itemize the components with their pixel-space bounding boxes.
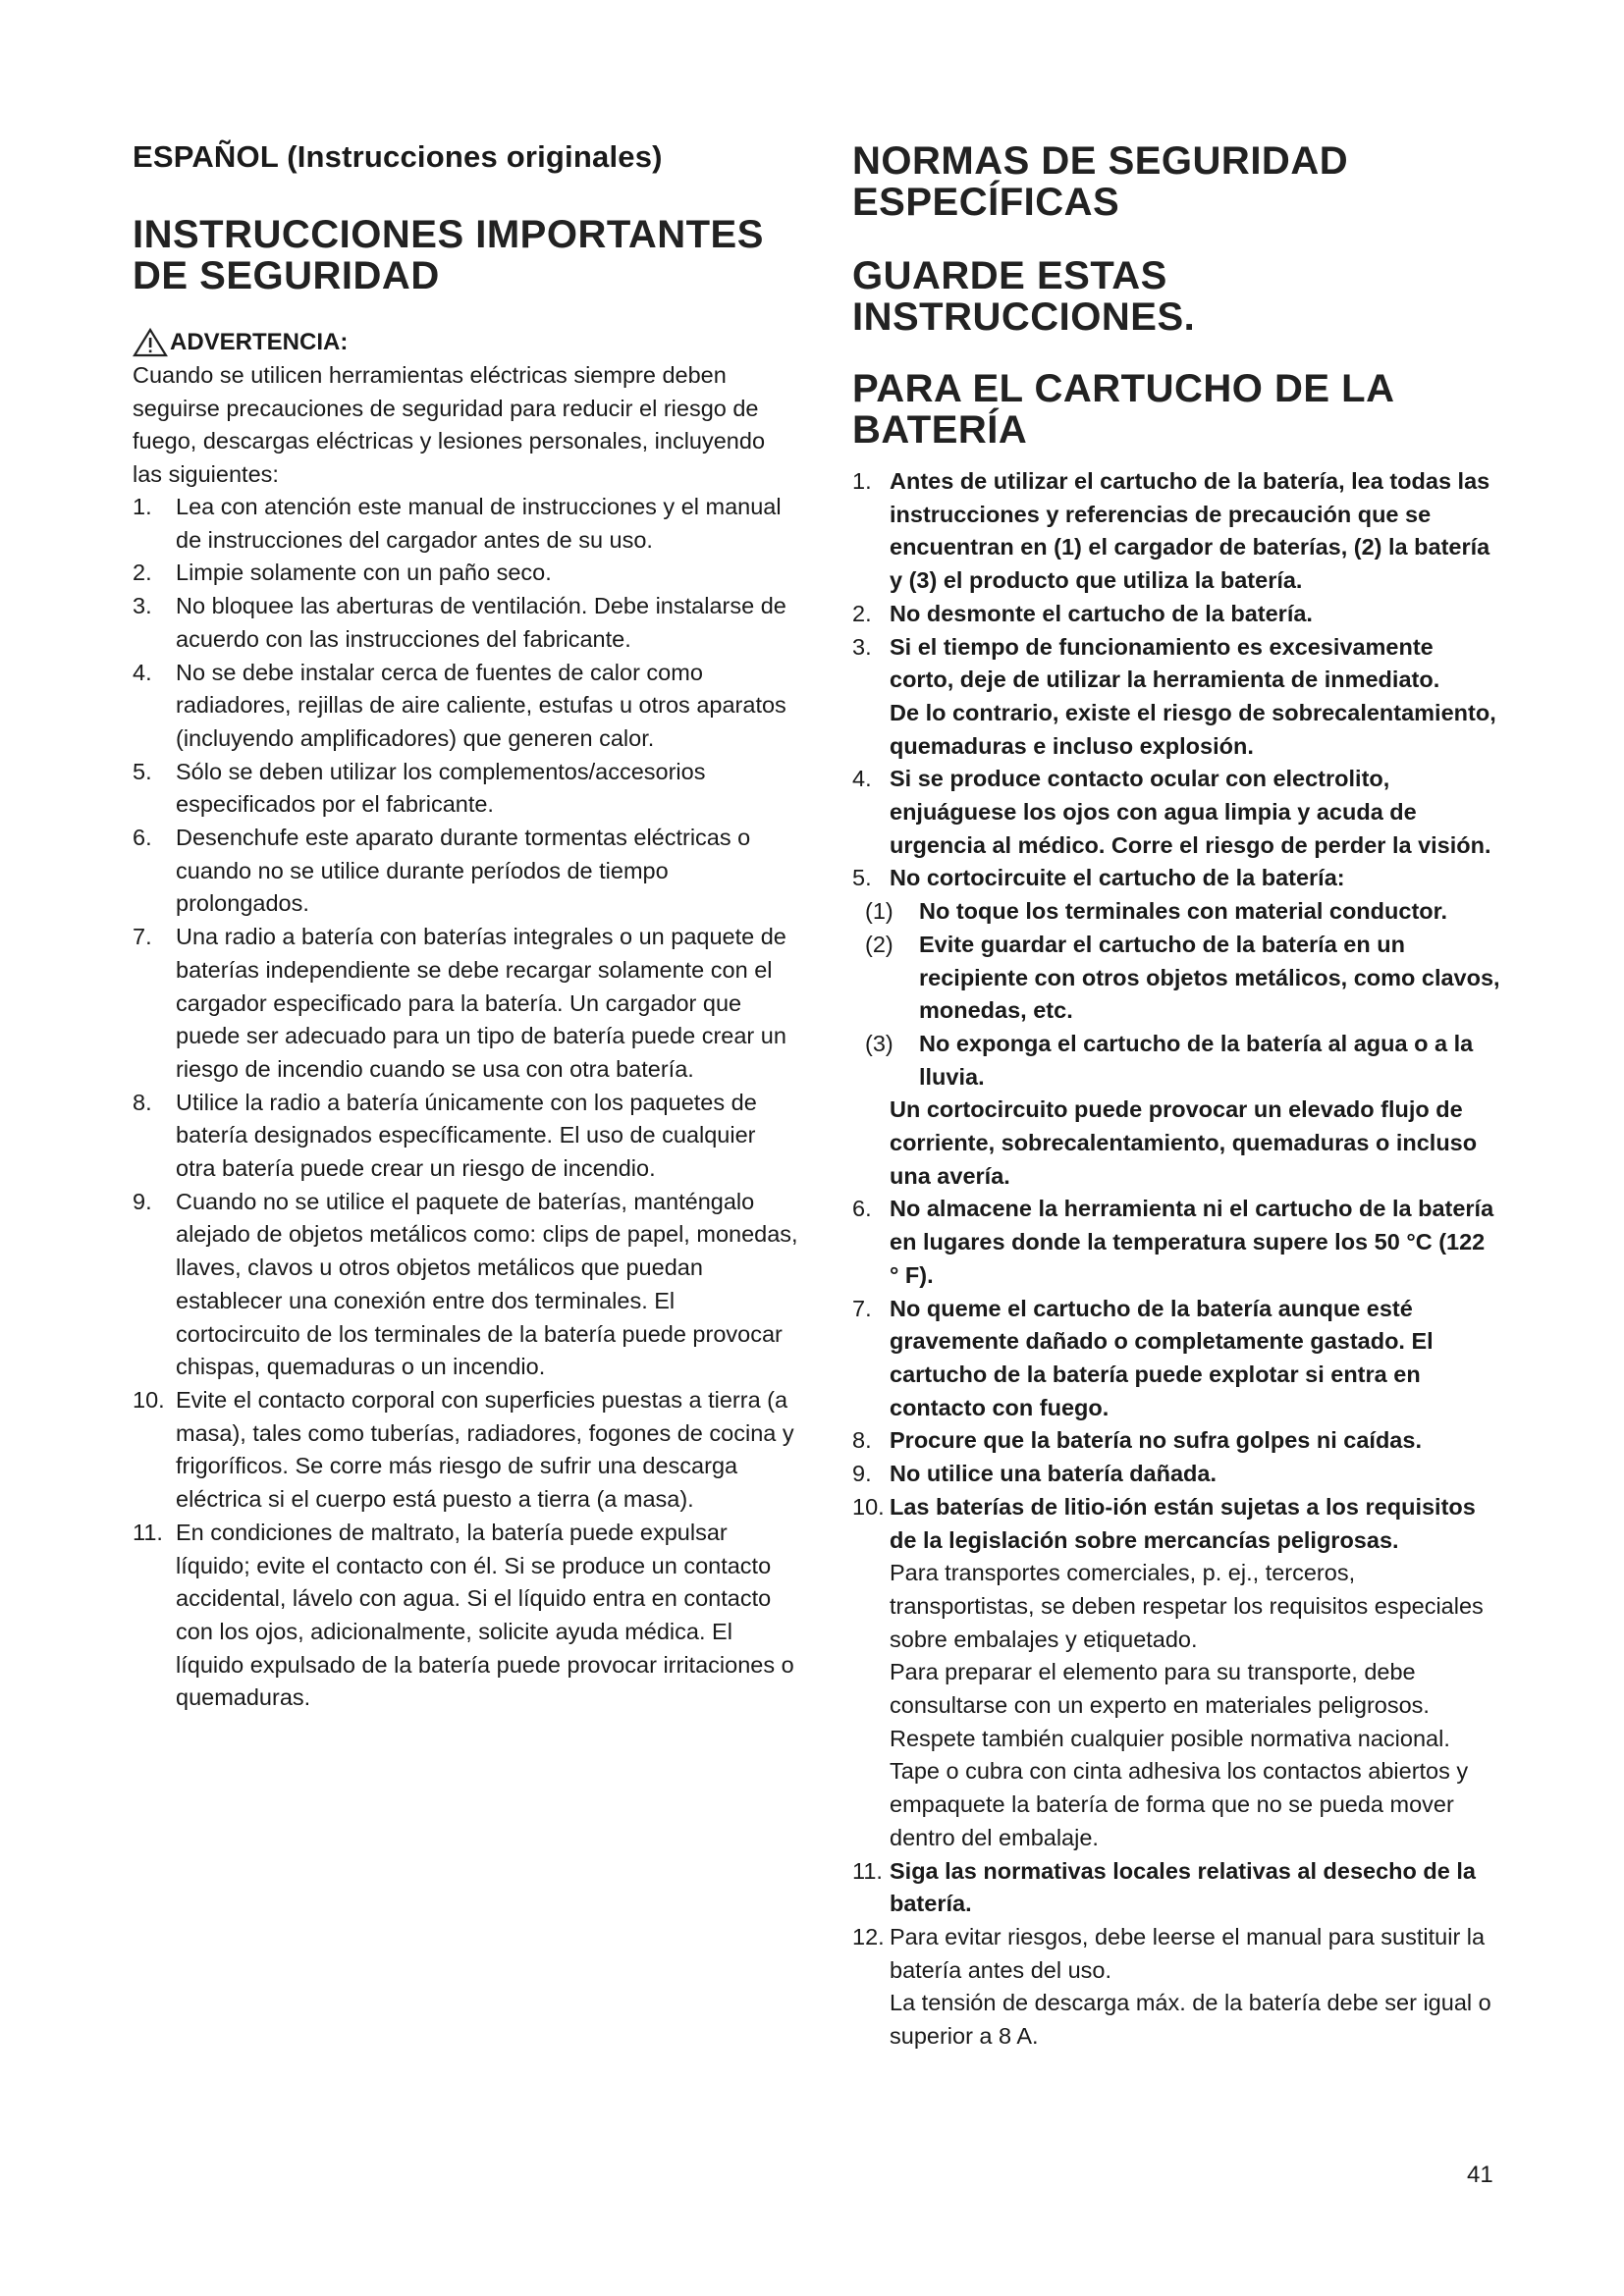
safety-instruction-11: [133, 1517, 800, 1715]
battery-rule-12: [852, 1921, 1500, 2054]
battery-rule-10: [852, 1491, 1500, 1855]
list-item-text: Las baterías de litio-ión están sujetas a los requisitos de la legislación sobre mercancías peligrosas.: [890, 1493, 1476, 1553]
sub-item: [852, 895, 1500, 929]
list-number: 4.: [852, 766, 872, 792]
list-number: 1.: [133, 494, 152, 519]
list-item-text: No desmonte el cartucho de la batería.: [890, 600, 1313, 626]
language-title: ESPAÑOL (Instrucciones originales): [133, 139, 663, 174]
left-instructions-list: [133, 491, 800, 1715]
warning-label: [133, 328, 348, 357]
warning-text: Cuando se utilicen herramientas eléctricas siempre deben seguirse precauciones de seguridad para reducir el riesgo de fuego, descargas eléctricas y lesiones personales, incluyendo las siguientes:: [133, 362, 766, 488]
list-item-text: No se debe instalar cerca de fuentes de calor como radiadores, rejillas de aire caliente, estufas u otros aparatos (incluyendo amplificadores) que generen calor.: [176, 659, 786, 751]
list-number: 7.: [133, 924, 152, 950]
list-item-paragraph: Para preparar el elemento para su transporte, debe consultarse con un experto en materiales peligrosos. Respete también cualquier posible normativa nacional.: [890, 1659, 1450, 1751]
list-number: 12.: [852, 1923, 885, 1949]
left-heading: INSTRUCCIONES IMPORTANTES DE SEGURIDAD: [133, 213, 764, 297]
list-number: 5.: [852, 865, 872, 891]
battery-rule-8: [852, 1424, 1500, 1458]
battery-rule-4: [852, 763, 1500, 862]
list-item-text: Lea con atención este manual de instrucciones y el manual de instrucciones del cargador antes de su uso.: [176, 494, 782, 553]
battery-rule-5: [852, 862, 1500, 1193]
safety-instruction-5: [133, 756, 800, 822]
list-item-text: Una radio a batería con baterías integrales o un paquete de baterías independiente se debe recargar solamente con el cargador especificado para la batería. Un cargador que puede ser adecuado para un tipo de batería puede crear un riesgo de incendio cuando se usa con otra batería.: [176, 924, 786, 1082]
list-item-note: De lo contrario, existe el riesgo de sobrecalentamiento, quemaduras e incluso explosión.: [890, 699, 1496, 759]
sub-item: [852, 929, 1500, 1028]
list-item-paragraph: Para transportes comerciales, p. ej., terceros, transportistas, se deben respetar los requisitos especiales sobre embalajes y etiquetado.: [890, 1560, 1484, 1652]
list-item-text: No bloquee las aberturas de ventilación. Debe instalarse de acuerdo con las instrucciones del fabricante.: [176, 593, 786, 652]
safety-instruction-7: [133, 921, 800, 1087]
sub-number: (1): [865, 898, 893, 925]
sub-number: (2): [865, 931, 893, 957]
warning-label-text: ADVERTENCIA:: [170, 329, 349, 355]
safety-instruction-2: [133, 557, 800, 590]
battery-rule-9: [852, 1458, 1500, 1491]
safety-instruction-4: [133, 657, 800, 756]
sub-item-text: Evite guardar el cartucho de la batería en un recipiente con otros objetos metálicos, como clavos, monedas, etc.: [919, 931, 1500, 1024]
right-heading-battery-cartridge: PARA EL CARTUCHO DE LA BATERÍA: [852, 367, 1393, 452]
warning-triangle-icon: [133, 328, 168, 357]
list-number: 2.: [852, 600, 872, 626]
sub-number: (3): [865, 1030, 893, 1056]
battery-rule-3: [852, 631, 1500, 764]
list-number: 11.: [852, 1857, 883, 1884]
list-item-text: Sólo se deben utilizar los complementos/accesorios especificados por el fabricante.: [176, 758, 706, 818]
list-item-text: Si se produce contacto ocular con electrolito, enjuáguese los ojos con agua limpia y acuda de urgencia al médico. Corre el riesgo de perder la visión.: [890, 766, 1491, 858]
list-item-text: No utilice una batería dañada.: [890, 1461, 1217, 1487]
battery-rule-1: [852, 465, 1500, 598]
right-heading-specific-rules: NORMAS DE SEGURIDAD ESPECÍFICAS: [852, 139, 1349, 224]
list-number: 5.: [133, 758, 152, 784]
right-heading-save-instructions: GUARDE ESTAS INSTRUCCIONES.: [852, 254, 1196, 339]
list-item-paragraph: Tape o cubra con cinta adhesiva los contactos abiertos y empaquete la batería de forma que no se pueda mover dentro del embalaje.: [890, 1758, 1469, 1850]
sub-item: [852, 1028, 1500, 1094]
page-number: 41: [1467, 2162, 1493, 2188]
list-number: 10.: [852, 1493, 885, 1520]
list-number: 6.: [852, 1196, 872, 1222]
list-item-text: Limpie solamente con un paño seco.: [176, 560, 552, 586]
list-item-text: No queme el cartucho de la batería aunque esté gravemente dañado o completamente gastado. El cartucho de la batería puede explotar si entra en contacto con fuego.: [890, 1295, 1434, 1420]
safety-instruction-6: [133, 822, 800, 921]
list-number: 8.: [133, 1089, 152, 1115]
safety-instruction-3: [133, 590, 800, 656]
list-item-text: Utilice la radio a batería únicamente con los paquetes de batería designados específicamente. El uso de cualquier otra batería puede crear un riesgo de incendio.: [176, 1089, 757, 1182]
battery-rule-7: [852, 1293, 1500, 1425]
right-battery-rules-list: [852, 465, 1500, 2054]
battery-rule-6: [852, 1193, 1500, 1292]
sub-item-text: No exponga el cartucho de la batería al agua o a la lluvia.: [919, 1030, 1474, 1090]
list-item-text: Desenchufe este aparato durante tormentas eléctricas o cuando no se utilice durante períodos de tiempo prolongados.: [176, 825, 751, 917]
safety-instruction-9: [133, 1186, 800, 1384]
list-item-text: Evite el contacto corporal con superficies puestas a tierra (a masa), tales como tuberías, radiadores, fogones de cocina y frigoríficos. Se corre más riesgo de sufrir una descarga eléctrica si el cuerpo está puesto a tierra (a masa).: [176, 1386, 794, 1513]
list-number: 2.: [133, 560, 152, 586]
safety-instruction-10: [133, 1384, 800, 1517]
battery-rule-11: [852, 1855, 1500, 1921]
list-item-text: Procure que la batería no sufra golpes ni caídas.: [890, 1427, 1422, 1454]
list-number: 3.: [852, 633, 872, 660]
battery-rule-2: [852, 598, 1500, 631]
list-number: 6.: [133, 825, 152, 851]
safety-instruction-8: [133, 1087, 800, 1186]
list-number: 1.: [852, 468, 872, 494]
list-number: 11.: [133, 1519, 163, 1545]
list-item-text: Para evitar riesgos, debe leerse el manual para sustituir la batería antes del uso.: [890, 1923, 1486, 1983]
sub-item-text: No toque los terminales con material conductor.: [919, 898, 1447, 925]
list-item-text: No cortocircuite el cartucho de la batería:: [890, 865, 1345, 891]
list-number: 9.: [852, 1461, 872, 1487]
list-number: 10.: [133, 1386, 165, 1413]
list-item-text: No almacene la herramienta ni el cartucho de la batería en lugares donde la temperatura supere los 50 °C (122 ° F).: [890, 1196, 1494, 1288]
list-number: 8.: [852, 1427, 872, 1454]
list-item-note: Un cortocircuito puede provocar un elevado flujo de corriente, sobrecalentamiento, quemaduras o incluso una avería.: [890, 1096, 1478, 1189]
list-number: 7.: [852, 1295, 872, 1321]
list-number: 9.: [133, 1188, 152, 1214]
list-item-text: Antes de utilizar el cartucho de la batería, lea todas las instrucciones y referencias de precaución que se encuentran en (1) el cargador de baterías, (2) la batería y (3) el producto que utiliza la batería.: [890, 468, 1490, 594]
safety-instruction-1: [133, 491, 800, 557]
list-item-paragraph: La tensión de descarga máx. de la batería debe ser igual o superior a 8 A.: [890, 1990, 1491, 2050]
list-item-text: Si el tiempo de funcionamiento es excesivamente corto, deje de utilizar la herramienta de inmediato.: [890, 633, 1440, 693]
list-item-text: Siga las normativas locales relativas al desecho de la batería.: [890, 1857, 1476, 1917]
list-item-text: Cuando no se utilice el paquete de baterías, manténgalo alejado de objetos metálicos como: clips de papel, monedas, llaves, clavos u otros objetos metálicos que puedan establecer una conexión entre dos terminales. El cortocircuito de los terminales de la batería puede provocar chispas, quemaduras o un incendio.: [176, 1188, 798, 1380]
list-item-text: En condiciones de maltrato, la batería puede expulsar líquido; evite el contacto con él. Si se produce un contacto accidental, lávelo con agua. Si el líquido entra en contacto con los ojos, adicionalmente, solicite ayuda médica. El líquido expulsado de la batería puede provocar irritaciones o quemaduras.: [176, 1519, 794, 1711]
list-number: 4.: [133, 659, 152, 685]
list-number: 3.: [133, 593, 152, 619]
